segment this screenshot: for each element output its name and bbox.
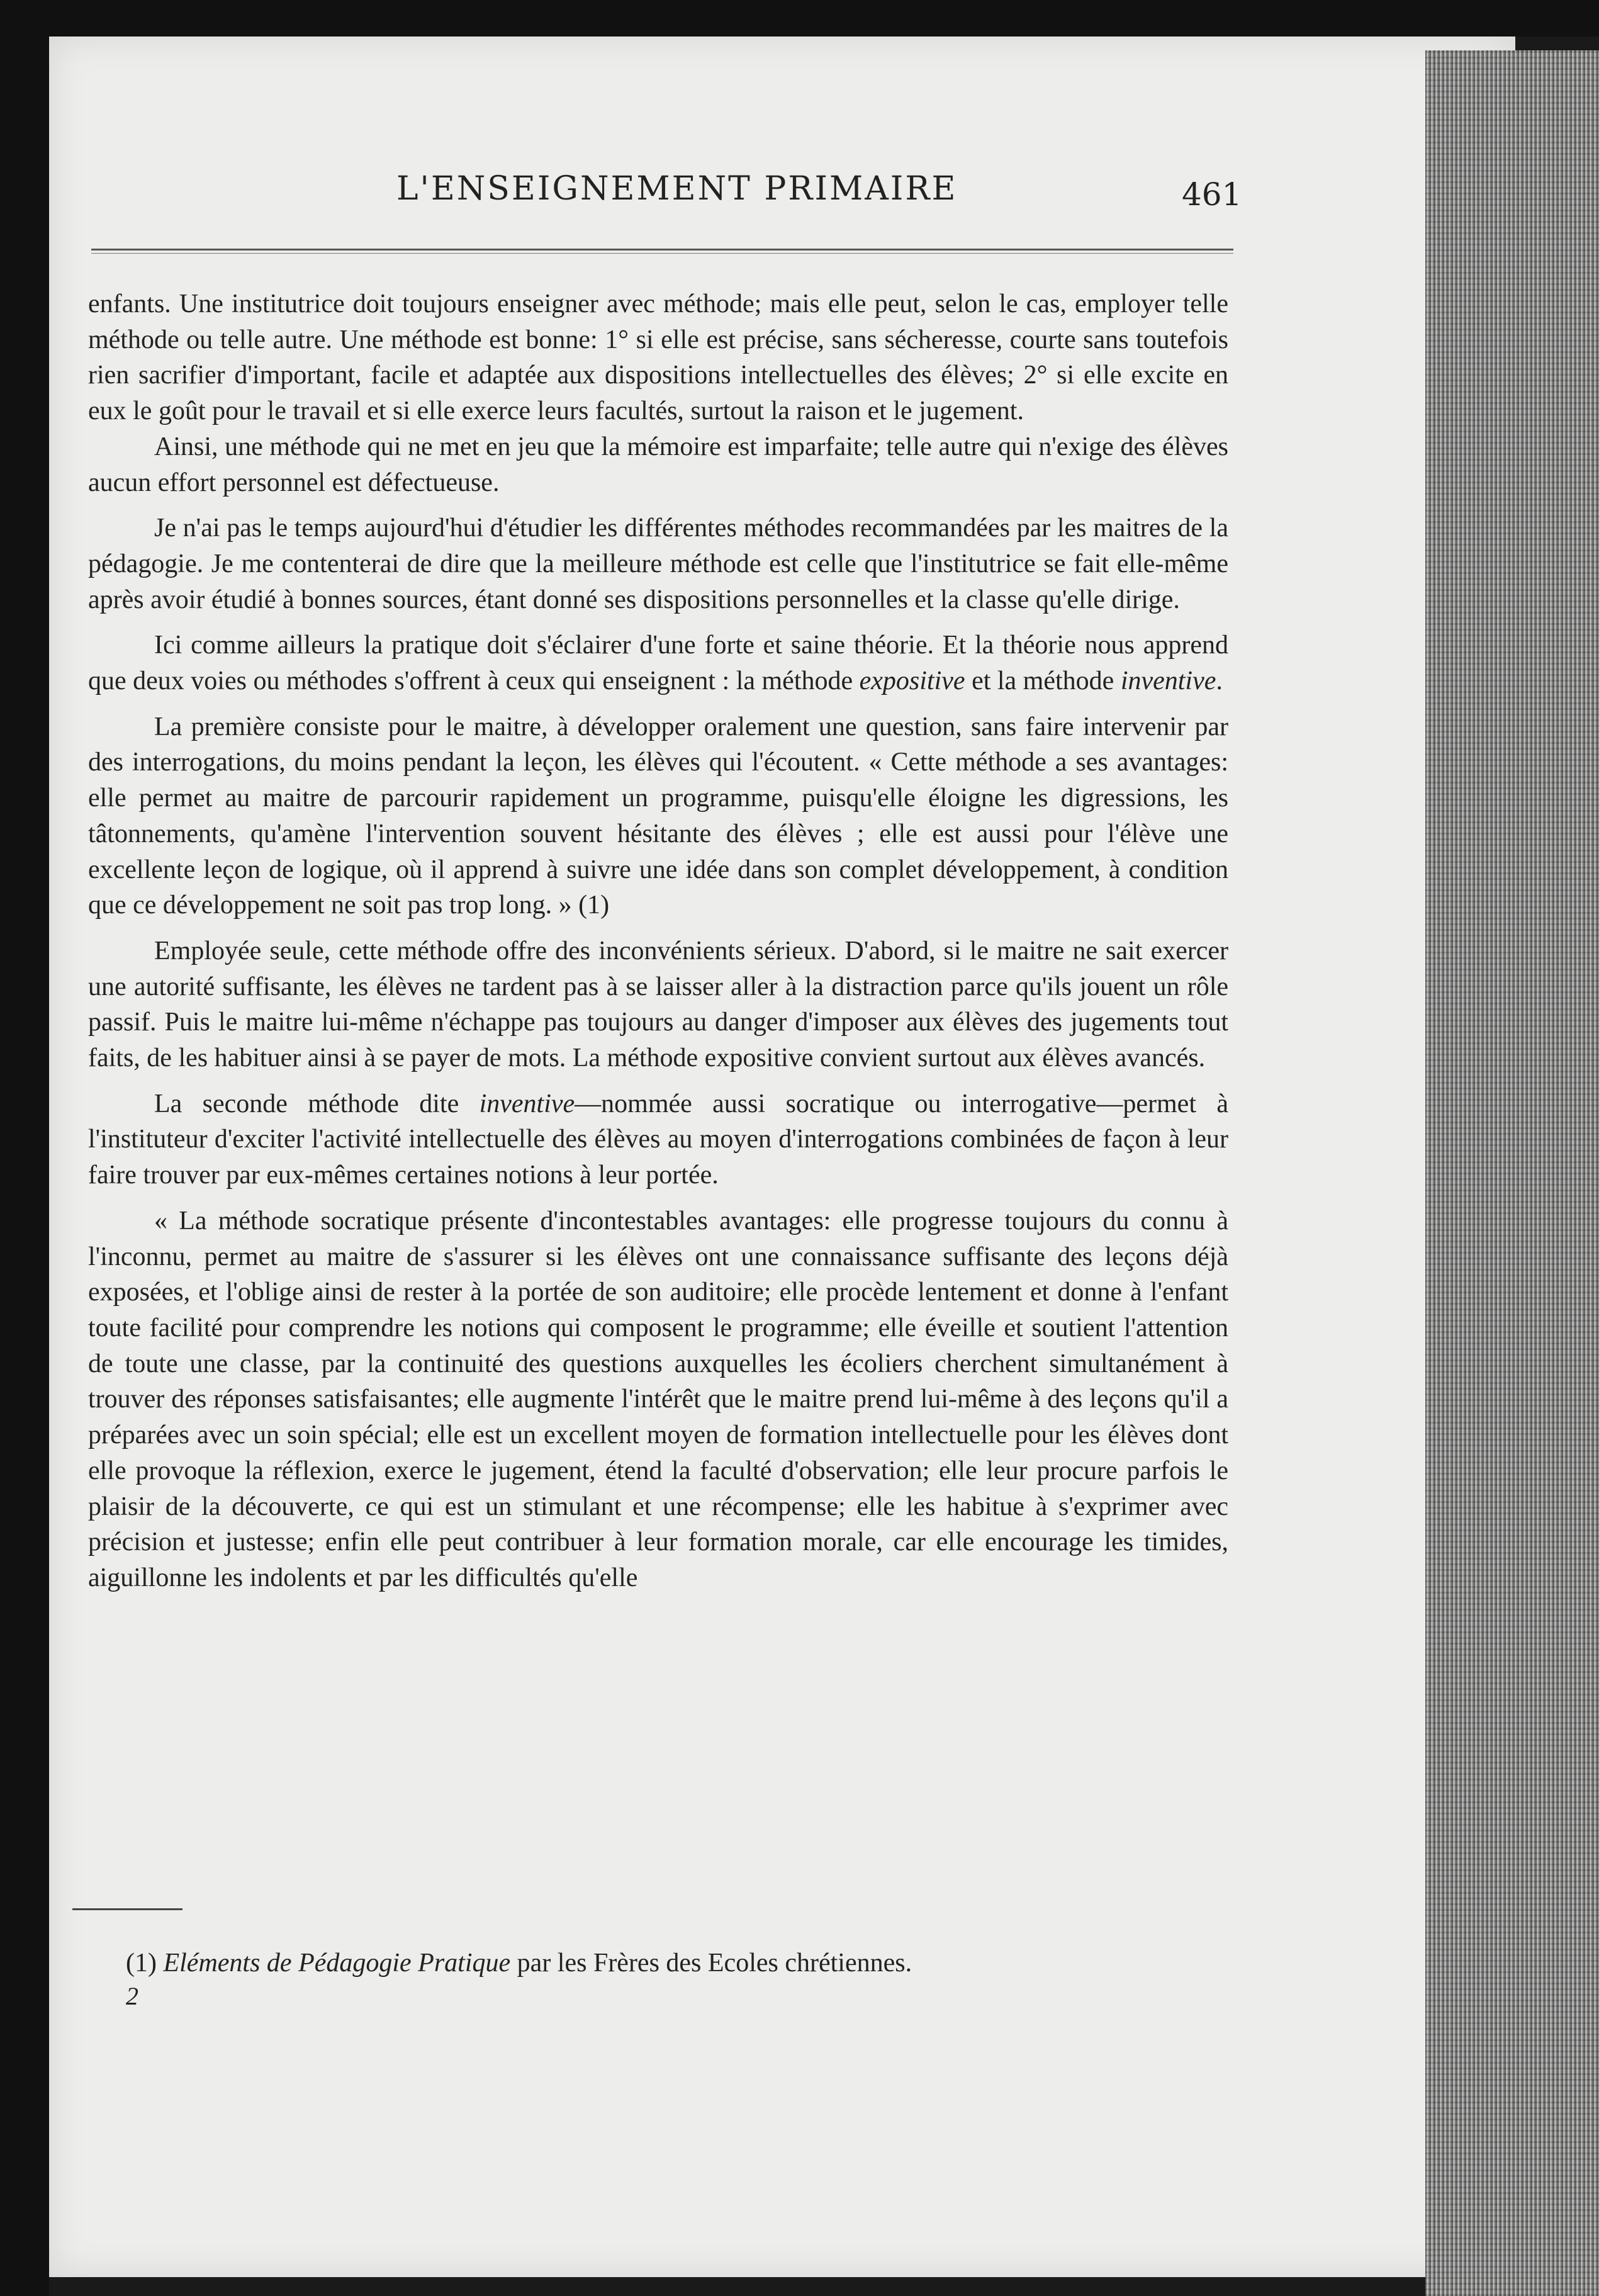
scan-border-top (0, 0, 1599, 37)
footnote (126, 1948, 1233, 1978)
italic-term: inventive (1120, 667, 1216, 696)
body-text (88, 286, 1228, 1596)
running-title: L'ENSEIGNEMENT PRIMAIRE (396, 170, 958, 208)
paragraph: Employée seule, cette méthode offre des inconvénients sérieux. D'abord, si le maitre ne sait exercer une autorité suffisante, les élèves ne tardent pas à se laisser aller à la distraction parce qu'ils jouent un rôle passif. Puis le maitre lui-même n'échappe pas toujours au danger d'imposer aux élèves des jugements tout faits, de les habituer ainsi à se payer de mots. La méthode expositive convient surtout aux élèves avancés. (88, 936, 1228, 1073)
paragraph: Ainsi, une méthode qui ne met en jeu que la mémoire est imparfaite; telle autre qui n'exige des élèves aucun effort personnel est défectueuse. (88, 432, 1228, 497)
paragraph: La première consiste pour le maitre, à développer oralement une question, sans faire intervenir par des interrogations, du moins pendant la leçon, les élèves qui l'écoutent. « Cette méthode a ses avantages: elle permet au maitre de parcourir rapidement un programme, puisqu'elle éloigne les digressions, les tâtonnements, qu'amène l'intervention souvent hésitante des élèves ; elle est aussi pour l'élève une excellente leçon de logique, où il apprend à suivre une idée dans son complet développement, à condition que ce développement ne soit pas trop long. » (1) (88, 712, 1228, 920)
paragraph: La seconde méthode dite inventive—nommée aussi socratique ou interrogative—permet à l'instituteur d'exciter l'activité intellectuelle des élèves au moyen d'interrogations combinées de façon à leur faire trouver par eux-mêmes certaines notions à leur portée. (88, 1089, 1228, 1190)
paragraph: « La méthode socratique présente d'incontestables avantages: elle progresse toujours du connu à l'inconnu, permet au maitre de s'assurer si les élèves ont une connaissance suffisante des leçons déjà exposées, et l'oblige ainsi de rester à la portée de son auditoire; elle procède lentement et donne à l'enfant toute facilité pour comprendre les notions qui composent le programme; elle éveille et soutient l'attention de toute une classe, par la continuité des questions auxquelles les écoliers cherchent simultanément à trouver des réponses satisfaisantes; elle augmente l'intérêt que le maitre prend lui-même à des leçons qu'il a préparées avec un soin spécial; elle est un excellent moyen de formation intellectuelle pour les élèves dont elle provoque la réflexion, exerce le jugement, étend la faculté d'observation; elle leur procure parfois le plaisir de la découverte, ce qui est un stimulant et une récompense; elle les habitue à s'exprimer avec précision et justesse; enfin elle peut contribuer à leur formation morale, car elle encourage les timides, aiguillonne les indolents et par les difficultés qu'elle (88, 1206, 1228, 1592)
paragraph: Ici comme ailleurs la pratique doit s'éclairer d'une forte et saine théorie. Et la théorie nous apprend que deux voies ou méthodes s'offrent à ceux qui enseignent : la méthode expositive et la méthode inventive. (88, 631, 1228, 696)
book-page-edge (1425, 50, 1599, 2296)
italic-term: inventive (479, 1089, 575, 1118)
paragraph: Je n'ai pas le temps aujourd'hui d'étudier les différentes méthodes recommandées par les maitres de la pédagogie. Je me contenterai de dire que la meilleure méthode est celle que l'institutrice se fait elle-même après avoir étudié à bonnes sources, étant donné ses dispositions personnelles et la classe qu'elle dirige. (88, 514, 1228, 614)
paragraph: enfants. Une institutrice doit toujours enseigner avec méthode; mais elle peut, selon le cas, employer telle méthode ou telle autre. Une méthode est bonne: 1° si elle est précise, sans sécheresse, courte sans toutefois rien sacrifier d'important, facile et adaptée aux dispositions intellectuelles des élèves; 2° si elle excite en eux le goût pour le travail et si elle exerce leurs facultés, surtout la raison et le jugement. (88, 290, 1228, 426)
header-rule (91, 249, 1233, 254)
footnote-title: Eléments de Pédagogie Pratique (163, 1949, 511, 1978)
italic-term: expositive (859, 667, 965, 696)
scan-border-left (0, 0, 49, 2296)
signature-mark: 2 (126, 1982, 138, 2010)
footnote-marker: (1) (126, 1949, 157, 1978)
footnote-rule (72, 1908, 182, 1910)
footnote-rest: par les Frères des Ecoles chrétiennes. (510, 1949, 912, 1978)
page-number: 461 (1182, 176, 1242, 213)
